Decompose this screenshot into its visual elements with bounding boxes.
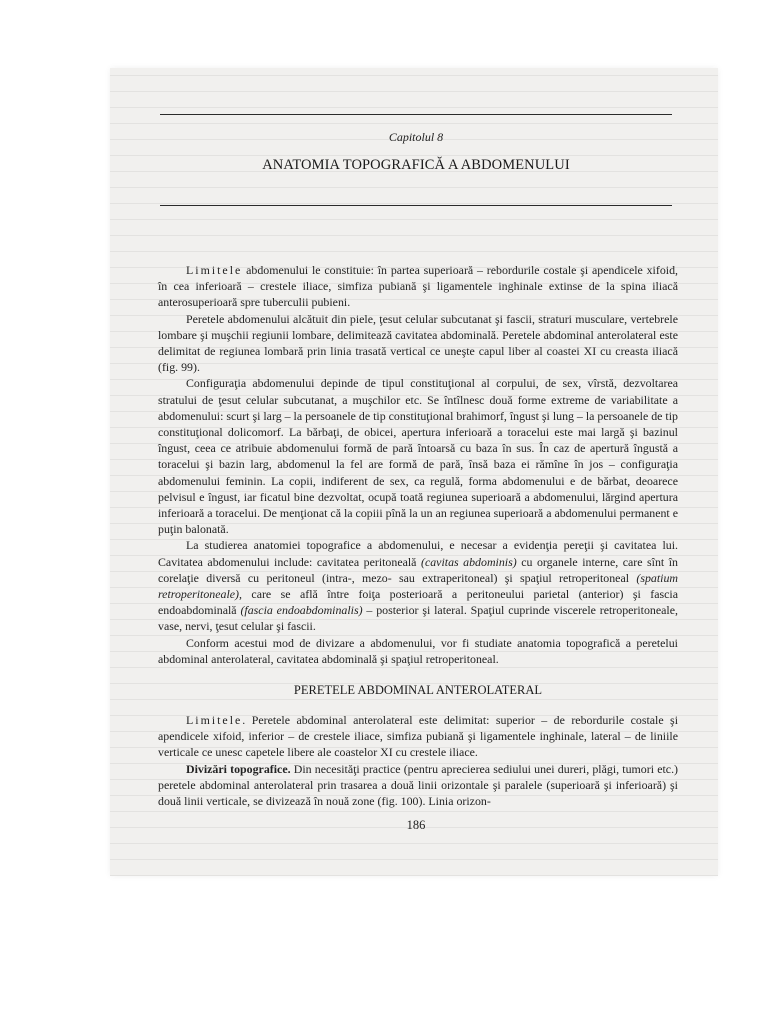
paragraph-cavity: [158, 537, 678, 634]
section-paragraph-limits: [158, 712, 678, 761]
chapter-title: ANATOMIA TOPOGRAFICĂ A ABDOMENULUI: [262, 157, 570, 173]
section-body: [158, 712, 678, 809]
chapter-label: Capitolul 8: [388, 130, 444, 144]
header-rule-top: [160, 114, 672, 115]
section-limits-text: . Peretele abdominal anterolateral este delimitat: superior – de rebordurile costale şi apendicele xifoid, inferior – de crestele iliace, simfiza pubiană şi ligamentele inghinale, lateral – de liniile verticale ce unesc capetele libere ale coastelor XI cu crestele iliace.: [158, 713, 678, 760]
term-limits: Limitele: [186, 263, 243, 277]
paragraph-configuration: Configuraţia abdomenului depinde de tipul constituţional al corpului, de sex, vîrstă, dezvoltarea stratului de ţesut celular subcutanat, a muşchilor etc. Se întîlnesc două forme extreme de variabilitate a abdomenului: scurt şi larg – la persoanele de tip constituţional brahimorf, îngust şi lung – la persoanele de tip constituţional dolicomorf. La bărbaţi, de obicei, apertura inferioară a toracelui este mai largă şi bazinul îngust, ceea ce atribuie abdomenului formă de pară întoarsă cu baza în sus. În caz de apertură îngustă a toracelui şi bazin larg, abdomenul la fel are formă de pară, însă baza ei rămîne în jos – configuraţia abdomenului feminin. La copii, indiferent de sex, ca regulă, forma abdomenului e de bărbat, deoarece pelvisul e îngust, iar ficatul bine dezvoltat, ocupă toată regiunea superioară a abdomenului, lărgind apertura inferioară a toracelui. De menţionat că la copiii pînă la un an regiunea superioară a abdomenului permanent e puţin balonată.: [158, 376, 678, 537]
paragraph-limits: [158, 262, 678, 311]
intro-body: [158, 262, 678, 667]
section-paragraph-divisions: [158, 761, 678, 810]
cavity-text-a: La studierea anatomiei topografice a abdomenului, e necesar a evidenţia pereţii şi cavitatea lui. Cavitatea abdomenului include: cavitatea peritoneală: [158, 538, 678, 569]
latin-term-fascia: (fascia endoabdominalis): [240, 603, 363, 618]
section-heading: PERETELE ABDOMINAL ANTEROLATERAL: [293, 683, 543, 697]
cavity-text-c: cu organele interne, care sînt în corelaţie diversă cu peritoneul (intra-, mezo- sau extraperitoneal) şi spaţiul retroperitoneal: [158, 554, 679, 585]
header-rule-bottom: [160, 205, 672, 206]
paragraph-wall: Peretele abdomenului alcătuit din piele, ţesut celular subcutanat şi fascii, straturi musculare, vertebrele lombare şi muşchii regiunii lombare, delimitează cavitatea abdominală. Peretele abdominal anterolateral este delimitat de regiunea lombară prin linia trasată vertical ce uneşte capul liber al coastei XI cu creasta iliacă (fig. 99).: [158, 311, 678, 375]
cavity-text-e: care se află între foiţa posterioară a peritoneului parietal (anterior) şi fascia endoabdominală: [158, 587, 678, 618]
section-term-divisions: Divizări topografice.: [186, 761, 291, 776]
latin-term-spatium: (spatium retroperitoneale),: [158, 570, 678, 602]
section-divisions-text: Din necesităţi practice (pentru aprecierea sediului unei dureri, plăgi, tumori etc.) peretele abdominal anterolateral prin trasarea a două linii orizontale şi paralele (superioară şi inferioară) şi două linii verticale, se divizează în nouă zone (fig. 100). Linia orizon-: [158, 761, 679, 809]
latin-term-cavitas: (cavitas abdominis): [421, 554, 517, 569]
paragraph-limits-text: abdomenului le constituie: în partea superioară – rebordurile costale şi apendicele xifoid, în cea inferioară – crestele iliace, simfiza pubiană şi ligamentele inghinale extinse de la spina iliacă anterosuperioară spre tuberculii pubieni.: [158, 263, 678, 310]
section-term-limits: Limitele: [186, 713, 243, 727]
scanned-book-page: [110, 68, 718, 876]
page-number: 186: [406, 818, 426, 832]
paragraph-division: Conform acestui mod de divizare a abdomenului, vor fi studiate anatomia topografică a peretelui abdominal anterolateral, cavitatea abdominală şi spaţiul retroperitoneal.: [158, 635, 678, 666]
cavity-text-g: – posterior şi lateral. Spaţiul cuprinde viscerele retroperitoneale, vase, nervi, ţesut celular şi fascii.: [158, 603, 678, 634]
